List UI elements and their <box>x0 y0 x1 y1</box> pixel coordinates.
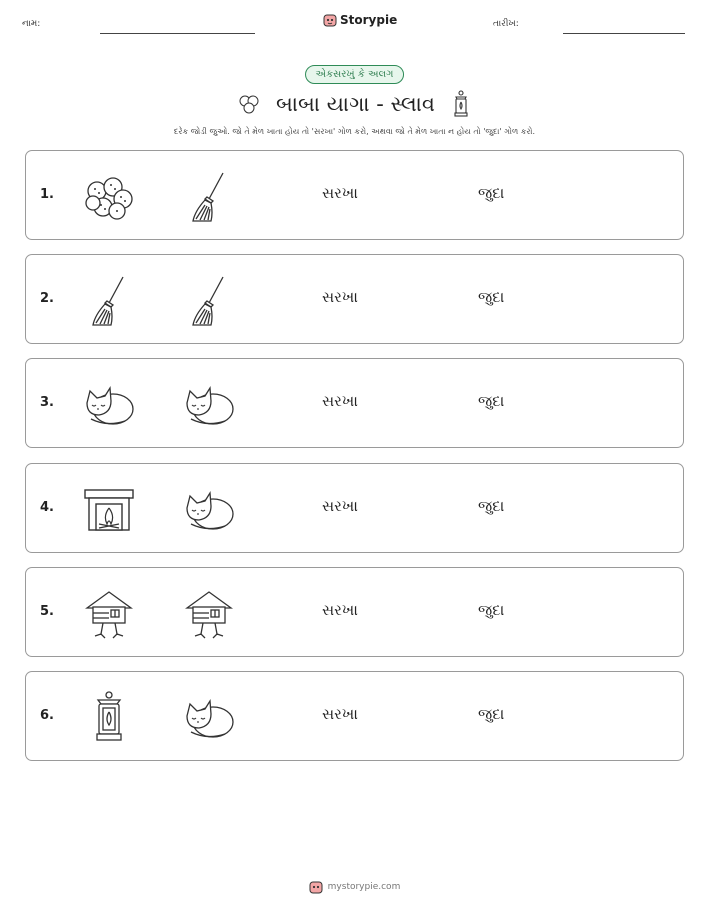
instructions: દરેક જોડી જુઓ. જો તે મેળ ખાતા હોય તો 'સરખા' ગોળ કરો, અથવા જો તે મેળ ખાતા ન હોય તો 'જુદા' ગોળ કરો. <box>173 127 536 136</box>
fireplace-icon <box>81 482 137 538</box>
option-different[interactable]: જુદા <box>478 497 505 515</box>
berries-icon <box>81 169 137 225</box>
footer-url: mystorypie.com <box>327 882 401 892</box>
activity-badge: એકસરખું કે અલગ <box>305 65 405 84</box>
pair-number: 4. <box>40 500 54 515</box>
pair-number: 1. <box>40 187 54 202</box>
option-same[interactable]: સરખા <box>322 392 358 410</box>
hut-icon <box>181 586 237 642</box>
lantern-icon <box>81 690 137 746</box>
broom-icon <box>181 169 237 225</box>
pair-card <box>25 463 684 553</box>
cat-icon <box>181 377 237 433</box>
pair-card <box>25 254 684 344</box>
cat-icon <box>181 482 237 538</box>
option-different[interactable]: જુદા <box>478 601 505 619</box>
pair-card <box>25 671 684 761</box>
storypie-mascot-icon <box>309 880 323 894</box>
pair-number: 2. <box>40 291 54 306</box>
name-line[interactable] <box>100 33 255 34</box>
pair-card <box>25 150 684 240</box>
cat-icon <box>81 377 137 433</box>
pair-number: 6. <box>40 708 54 723</box>
pair-card <box>25 567 684 657</box>
option-same[interactable]: સરખા <box>322 497 358 515</box>
title-row <box>0 90 709 118</box>
page-title: બાબા યાગા - સ્લાવ <box>276 91 435 116</box>
berries-icon <box>238 93 260 115</box>
pair-number: 3. <box>40 395 54 410</box>
option-different[interactable]: જુદા <box>478 392 505 410</box>
date-line[interactable] <box>563 33 685 34</box>
pair-card <box>25 358 684 448</box>
storypie-mascot-icon <box>323 13 337 27</box>
option-different[interactable]: જુદા <box>478 705 505 723</box>
name-label: નામ: <box>22 19 41 29</box>
brand-name: Storypie <box>340 13 398 27</box>
option-same[interactable]: સરખા <box>322 288 358 306</box>
option-same[interactable]: સરખા <box>322 705 358 723</box>
lantern-icon <box>451 90 471 118</box>
broom-icon <box>181 273 237 329</box>
hut-icon <box>81 586 137 642</box>
cat-icon <box>181 690 237 746</box>
footer <box>0 880 709 894</box>
option-different[interactable]: જુદા <box>478 184 505 202</box>
option-different[interactable]: જુદા <box>478 288 505 306</box>
date-label: તારીખ: <box>493 19 519 29</box>
brand-logo <box>323 13 397 27</box>
option-same[interactable]: સરખા <box>322 601 358 619</box>
pair-number: 5. <box>40 604 54 619</box>
option-same[interactable]: સરખા <box>322 184 358 202</box>
broom-icon <box>81 273 137 329</box>
